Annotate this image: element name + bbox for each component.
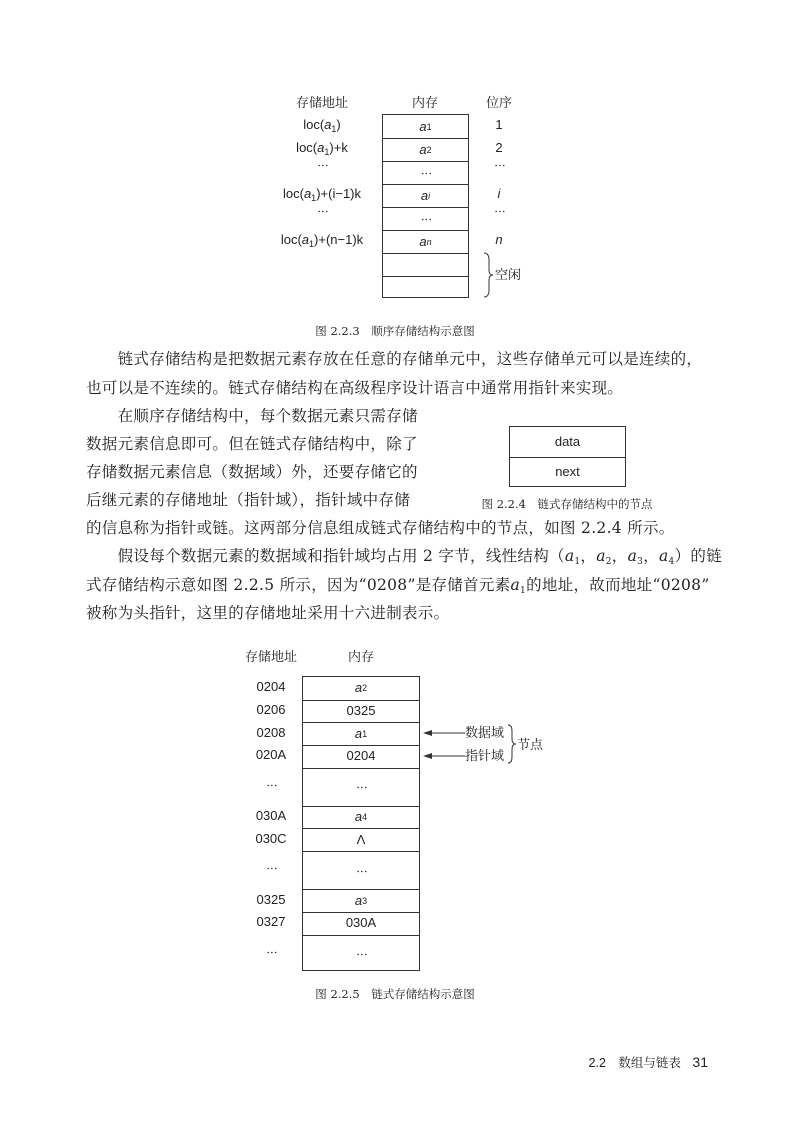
paragraph-line: 存储数据元素信息（数据域）外，还要存储它的 bbox=[86, 463, 418, 481]
header-address: 存储地址 bbox=[295, 95, 349, 110]
order-label: n bbox=[495, 232, 503, 247]
dots-icon: ⋮ bbox=[316, 206, 329, 215]
order-label: 1 bbox=[495, 117, 503, 132]
address-label: 020A bbox=[255, 747, 287, 763]
paragraph-line: 后继元素的存储地址（指针域），指针域中存储 bbox=[86, 491, 411, 509]
address-label: 0327 bbox=[256, 914, 286, 930]
brace-icon bbox=[507, 724, 517, 764]
node-label: 节点 bbox=[517, 737, 544, 752]
text: ）的链 bbox=[674, 547, 722, 565]
paragraph-line: 也可以是不连续的。链式存储结构在高级程序设计语言中通常用指针来实现。 bbox=[86, 379, 624, 397]
paragraph-line: 假设每个数据元素的数据域和指针域均占用 2 字节，线性结构（$a_1$，$a_2$，$a_3$，$a_4$）的链 bbox=[86, 547, 722, 567]
pointer-field-label: 指针域 bbox=[465, 748, 505, 763]
address-label: $loc(a_1)+(n-1)k$ bbox=[280, 232, 364, 249]
address-offset: +k bbox=[333, 140, 348, 155]
memory-cell bbox=[303, 935, 419, 973]
header-order: 位序 bbox=[485, 95, 513, 110]
var: a bbox=[420, 187, 429, 203]
order-label: 2 bbox=[495, 140, 503, 155]
dots-icon: ⋮ bbox=[493, 206, 506, 215]
header-memory: 内存 bbox=[411, 95, 439, 110]
memory-cell: a 3 bbox=[303, 889, 419, 913]
dots-icon: ⋮ bbox=[355, 782, 368, 792]
header-address: 存储地址 bbox=[244, 649, 298, 664]
figure-caption: 图 2.2.3 顺序存储结构示意图 bbox=[315, 324, 475, 338]
header-memory: 内存 bbox=[347, 649, 375, 664]
section-title: 2.2 数组与链表 bbox=[588, 1056, 681, 1070]
paragraph-line: 被称为头指针，这里的存储地址采用十六进制表示。 bbox=[86, 604, 450, 622]
dots-icon: ⋮ bbox=[355, 949, 368, 959]
address-label: $loc(a_1)+k$ bbox=[296, 140, 348, 157]
address-offset: +(i−1)k bbox=[320, 186, 362, 201]
memory-cell: a 1 bbox=[303, 722, 419, 746]
memory-cell: 0204 bbox=[303, 745, 419, 769]
dots-icon: ⋮ bbox=[265, 946, 278, 956]
memory-cell: a 1 bbox=[383, 115, 468, 139]
page-number: 31 bbox=[692, 1054, 708, 1070]
address-label: 030C bbox=[255, 830, 287, 846]
var: a bbox=[419, 141, 427, 157]
memory-cell bbox=[383, 276, 468, 299]
memory-cell bbox=[383, 207, 468, 231]
figure-caption: 图 2.2.4 链式存储结构中的节点 bbox=[481, 497, 653, 511]
dots-icon: ⋮ bbox=[316, 160, 329, 169]
memory-cell: a 2 bbox=[303, 677, 419, 701]
order-label: i bbox=[497, 186, 501, 201]
var: a bbox=[419, 233, 427, 249]
memory-cell bbox=[303, 851, 419, 890]
next-field-cell: next bbox=[555, 463, 580, 479]
dots-icon: ⋮ bbox=[420, 214, 432, 223]
address-label: $loc(a_1)+(i-1)k$ bbox=[282, 186, 362, 203]
free-label: 空闲 bbox=[495, 267, 522, 282]
address-label: 0204 bbox=[256, 679, 286, 695]
paragraph-line: 数据元素信息即可。但在链式存储结构中，除了 bbox=[86, 435, 418, 453]
data-field-cell: data bbox=[510, 427, 625, 458]
memory-cell: a 4 bbox=[303, 806, 419, 830]
dots-icon: ⋮ bbox=[355, 865, 368, 875]
page-footer bbox=[589, 1054, 708, 1071]
memory-table bbox=[302, 676, 420, 971]
text: 式存储结构示意如图 2.2.5 所示，因为“0208”是存储首元素 bbox=[86, 576, 511, 594]
memory-table bbox=[382, 114, 469, 298]
memory-cell: 030A bbox=[303, 912, 419, 936]
memory-cell: a 2 bbox=[383, 138, 468, 162]
paragraph-line: 链式存储结构是把数据元素存放在任意的存储单元中，这些存储单元可以是连续的， bbox=[86, 350, 703, 368]
memory-cell bbox=[383, 253, 468, 277]
text: 假设每个数据元素的数据域和指针域均占用 2 字节，线性结构（ bbox=[86, 547, 565, 565]
address-label: 0325 bbox=[256, 891, 286, 907]
brace-icon bbox=[482, 252, 494, 298]
memory-cell: Λ bbox=[303, 829, 419, 853]
data-field-label: 数据域 bbox=[465, 725, 505, 740]
memory-cell bbox=[303, 768, 419, 807]
paragraph-line: 式存储结构示意如图 2.2.5 所示，因为“0208”是存储首元素$a_1$的地址，故而地址“0208” bbox=[86, 576, 710, 596]
memory-cell bbox=[383, 161, 468, 185]
address-label: 0208 bbox=[256, 724, 286, 740]
node-box bbox=[509, 426, 626, 487]
memory-cell: a i bbox=[383, 184, 468, 208]
paragraph-line: 的信息称为指针或链。这两部分信息组成链式存储结构中的节点，如图 2.2.4 所示。 bbox=[86, 519, 675, 537]
dots-icon: ⋮ bbox=[420, 168, 432, 177]
figure-caption: 图 2.2.5 链式存储结构示意图 bbox=[315, 987, 475, 1001]
address-label: $loc(a_1)$ bbox=[303, 117, 341, 134]
paragraph-line: 在顺序存储结构中，每个数据元素只需存储 bbox=[86, 407, 418, 425]
var: a bbox=[419, 118, 427, 134]
memory-cell: 0325 bbox=[303, 700, 419, 724]
memory-cell: a n bbox=[383, 230, 468, 254]
dots-icon: ⋮ bbox=[493, 160, 506, 169]
dots-icon: ⋮ bbox=[265, 779, 278, 789]
address-label: 0206 bbox=[256, 702, 286, 718]
text: 的地址，故而地址“0208” bbox=[526, 576, 710, 594]
dots-icon: ⋮ bbox=[265, 863, 278, 873]
arrow-icon bbox=[423, 726, 465, 762]
address-label: 030A bbox=[255, 808, 287, 824]
address-offset: +(n−1)k bbox=[318, 232, 364, 247]
